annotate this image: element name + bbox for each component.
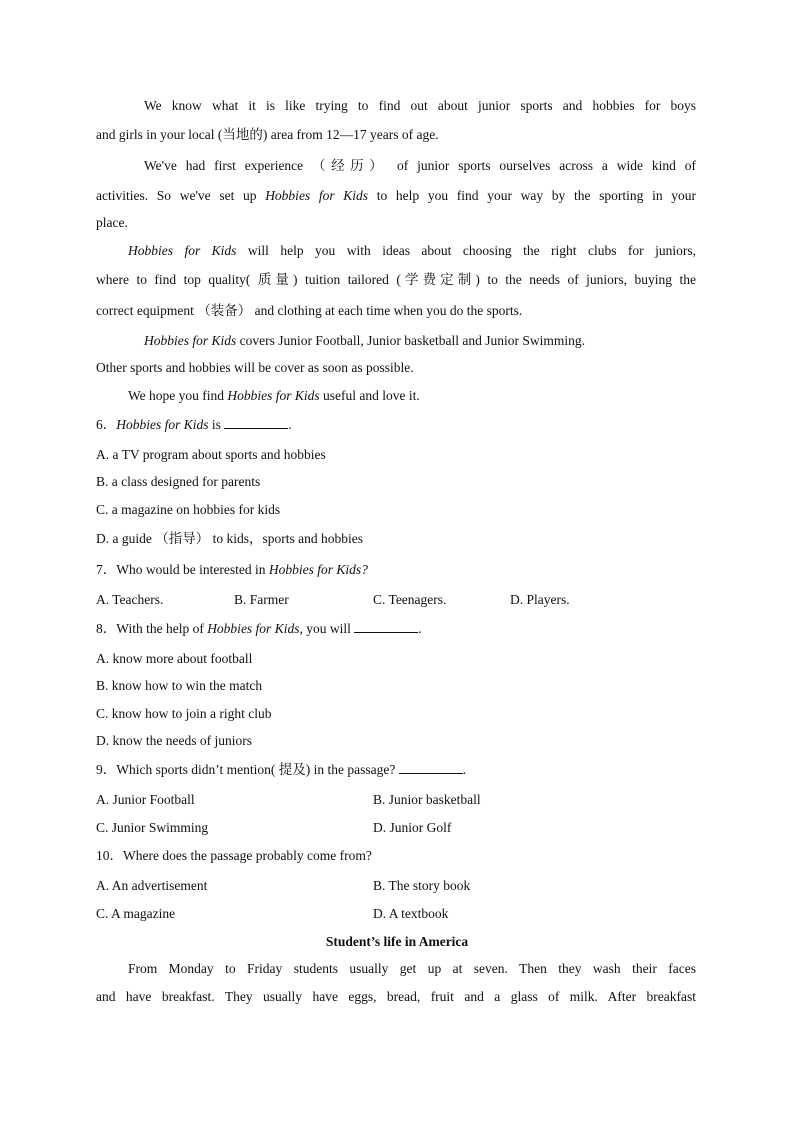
question-8: 8．With the help of Hobbies for Kids, you will . xyxy=(96,621,422,636)
option-b: B. Junior basketball xyxy=(373,792,481,807)
option-a: A. Junior Football xyxy=(96,792,195,807)
passage-line: place. xyxy=(96,215,128,230)
passage-line: where to find top quality( 质量) tuition tailored (学费定制) to the needs of juniors, buying the xyxy=(96,272,696,287)
option-c: C. Teenagers. xyxy=(373,592,447,607)
passage-line: We know what it is like trying to find out about junior sports and hobbies for boys xyxy=(144,98,696,113)
passage-line: From Monday to Friday students usually get up at seven. Then they wash their faces xyxy=(128,961,696,976)
passage-line: and girls in your local (当地的) area from 12—17 years of age. xyxy=(96,127,439,142)
option-b: B. The story book xyxy=(373,878,471,893)
option-a: A. An advertisement xyxy=(96,878,208,893)
option-c: C. a magazine on hobbies for kids xyxy=(96,502,281,517)
option-d: D. Junior Golf xyxy=(373,820,452,835)
passage-line: Hobbies for Kids will help you with ideas about choosing the right clubs for juniors, xyxy=(128,243,697,258)
passage-line: activities. So we've set up Hobbies for Kids to help you find your way by the sporting in your xyxy=(96,188,697,203)
answer-blank[interactable] xyxy=(399,761,463,774)
question-6: 6．Hobbies for Kids is . xyxy=(96,417,292,432)
passage-line: and have breakfast. They usually have eggs, bread, fruit and a glass of milk. After breakfast xyxy=(96,989,696,1004)
answer-blank[interactable] xyxy=(224,416,288,429)
question-7: 7．Who would be interested in Hobbies for Kids? xyxy=(96,562,368,577)
option-a: A. a TV program about sports and hobbies xyxy=(96,447,326,462)
option-d: D. a guide （指导） to kids，sports and hobbies xyxy=(96,531,363,546)
option-d: D. Players. xyxy=(510,592,570,607)
option-a: A. Teachers. xyxy=(96,592,164,607)
option-b: B. a class designed for parents xyxy=(96,474,261,489)
option-c: C. A magazine xyxy=(96,906,176,921)
option-c: C. know how to join a right club xyxy=(96,706,272,721)
option-b: B. know how to win the match xyxy=(96,678,263,693)
option-c: C. Junior Swimming xyxy=(96,820,209,835)
option-d: D. know the needs of juniors xyxy=(96,733,252,748)
question-10: 10．Where does the passage probably come from? xyxy=(96,848,372,863)
option-a: A. know more about football xyxy=(96,651,253,666)
option-b: B. Farmer xyxy=(234,592,289,607)
passage-line: We've had first experience （经历） of junior sports ourselves across a wide kind of xyxy=(144,158,696,173)
passage-line: We hope you find Hobbies for Kids useful and love it. xyxy=(128,388,420,403)
answer-blank[interactable] xyxy=(354,620,418,633)
passage-line: Other sports and hobbies will be cover as soon as possible. xyxy=(96,360,414,375)
question-9: 9．Which sports didn’t mention( 提及) in the passage? . xyxy=(96,762,467,777)
option-d: D. A textbook xyxy=(373,906,449,921)
passage-line: Hobbies for Kids covers Junior Football, Junior basketball and Junior Swimming. xyxy=(144,333,585,348)
section-title: Student’s life in America xyxy=(325,934,469,949)
passage-line: correct equipment （装备） and clothing at each time when you do the sports. xyxy=(96,303,523,318)
